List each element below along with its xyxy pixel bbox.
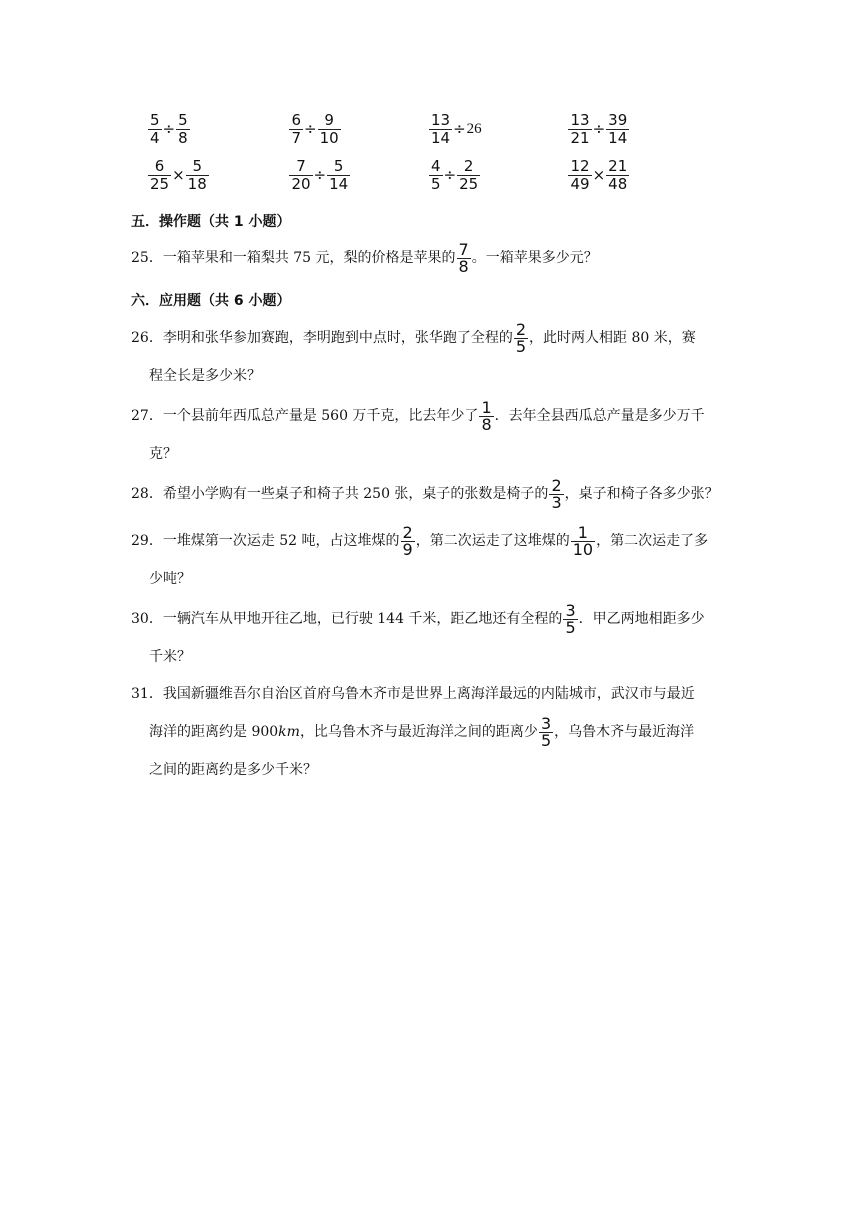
operator: ÷	[592, 120, 606, 138]
numerator: 7	[458, 239, 469, 259]
question-line: 31．我国新疆维吾尔自治区首府乌鲁木齐市是世界上离海洋最远的内陆城市，武汉市与最近	[131, 686, 695, 702]
question-text: 海洋的距离约是 900	[149, 724, 279, 740]
expression-row	[148, 106, 708, 152]
operator: ÷	[304, 120, 317, 138]
numerator: 2	[551, 475, 562, 495]
numerator: 5	[333, 156, 344, 175]
numerator: 13	[570, 110, 590, 129]
expression	[148, 158, 289, 193]
question-text: 29．一堆煤第一次运走 52 吨，占这堆煤的	[131, 533, 400, 549]
question-text: ，比乌鲁木齐与最近海洋之间的距离少	[299, 724, 538, 740]
numerator: 1	[577, 522, 588, 542]
numerator: 2	[463, 156, 474, 175]
question-text: 26．李明和张华参加赛跑，李明跑到中点时，张华跑了全程的	[131, 330, 513, 346]
question-27	[131, 397, 731, 473]
denominator: 5	[515, 336, 527, 356]
numerator: 5	[150, 110, 160, 129]
fraction-expressions	[148, 106, 708, 198]
numerator: 2	[402, 522, 413, 542]
question-text: ，此时两人相距 80 米，赛	[529, 330, 696, 346]
question-text: ，第二次运走了这堆煤的	[415, 533, 570, 549]
denominator: 9	[402, 539, 413, 559]
expression	[429, 158, 569, 193]
numerator: 9	[324, 110, 334, 129]
fraction	[568, 112, 591, 147]
numerator: 2	[515, 319, 527, 339]
expression	[429, 112, 569, 147]
operator: ×	[172, 166, 185, 184]
integer: 26	[466, 120, 482, 137]
question-text: 30．一辆汽车从甲地开往乙地，已行驶 144 千米，距乙地还有全程的	[131, 611, 563, 627]
question-29	[131, 522, 731, 598]
fraction	[539, 713, 553, 750]
fraction	[176, 112, 190, 147]
operator: ÷	[313, 166, 327, 184]
section-heading: 五．操作题（共 1 小题）	[131, 214, 291, 230]
denominator: 5	[430, 174, 441, 193]
question-text: 。一箱苹果多少元？	[471, 250, 598, 266]
numerator: 21	[608, 156, 628, 175]
expression-row	[148, 152, 708, 198]
fraction	[289, 158, 312, 193]
denominator: 5	[565, 617, 576, 637]
denominator: 10	[319, 128, 339, 147]
numerator: 39	[608, 110, 628, 129]
question-text: ．去年全县西瓜总产量是多少万千	[494, 408, 705, 424]
question-line	[131, 397, 731, 435]
fraction	[514, 319, 528, 356]
question-text: 28．希望小学购有一些桌子和椅子共 250 张，桌子的张数是椅子的	[131, 486, 549, 502]
denominator: 25	[150, 174, 170, 193]
question-30	[131, 600, 731, 676]
expression	[289, 112, 429, 147]
question-line	[131, 713, 731, 751]
fraction	[571, 522, 595, 559]
question-28	[131, 475, 731, 513]
denominator: 5	[540, 730, 552, 750]
denominator: 8	[178, 128, 188, 147]
numerator: 5	[178, 110, 188, 129]
fraction	[401, 522, 415, 559]
fraction	[479, 397, 493, 434]
question-26	[131, 319, 731, 395]
fraction	[318, 112, 341, 147]
question-text: ．甲乙两地相距多少	[578, 611, 705, 627]
fraction	[606, 112, 629, 147]
denominator: 4	[150, 128, 160, 147]
question-text: 25．一箱苹果和一箱梨共 75 元，梨的价格是苹果的	[131, 250, 456, 266]
denominator: 14	[430, 128, 451, 147]
expression	[289, 158, 429, 193]
question-line: 之间的距离约是多少千米？	[149, 762, 317, 778]
denominator: 14	[608, 128, 628, 147]
operator: ÷	[443, 166, 457, 184]
numerator: 7	[296, 156, 306, 175]
question-line: 克？	[149, 446, 177, 462]
fraction	[429, 158, 443, 193]
question-text: ，第二次运走了多	[596, 533, 709, 549]
denominator: 8	[481, 414, 492, 434]
numerator: 12	[570, 156, 590, 175]
expression	[568, 112, 708, 147]
fraction	[148, 112, 162, 147]
denominator: 18	[187, 174, 207, 193]
denominator: 14	[329, 174, 349, 193]
fraction	[186, 158, 209, 193]
question-line: 千米？	[149, 649, 191, 665]
fraction	[429, 112, 452, 147]
denominator: 48	[608, 174, 628, 193]
numerator: 5	[192, 156, 202, 175]
question-line	[131, 319, 731, 357]
denominator: 8	[458, 256, 469, 276]
operator: ÷	[453, 120, 466, 138]
denominator: 7	[291, 128, 301, 147]
numerator: 1	[481, 397, 492, 417]
operator: ÷	[162, 120, 176, 138]
numerator: 6	[291, 110, 301, 129]
fraction	[327, 158, 350, 193]
denominator: 20	[291, 174, 311, 193]
fraction	[568, 158, 591, 193]
numerator: 3	[565, 600, 576, 620]
question-line: 程全长是多少米？	[149, 368, 261, 384]
fraction	[148, 158, 171, 193]
section-heading: 六．应用题（共 6 小题）	[131, 293, 291, 309]
numerator: 6	[154, 156, 165, 175]
fraction	[563, 600, 577, 637]
denominator: 21	[570, 128, 590, 147]
operator: ×	[592, 166, 606, 184]
question-line	[131, 475, 731, 513]
question-25	[131, 239, 731, 277]
question-line	[131, 522, 731, 560]
question-line: 少吨？	[149, 571, 191, 587]
expression	[148, 112, 289, 147]
numerator: 13	[430, 110, 451, 129]
expression	[568, 158, 708, 193]
denominator: 3	[551, 492, 562, 512]
fraction	[549, 475, 563, 512]
question-line	[131, 239, 731, 277]
question-text: 27．一个县前年西瓜总产量是 560 万千克，比去年少了	[131, 408, 479, 424]
numerator: 4	[430, 156, 441, 175]
numerator: 3	[540, 713, 552, 733]
fraction	[289, 112, 303, 147]
question-line	[131, 600, 731, 638]
fraction	[606, 158, 629, 193]
fraction	[457, 239, 471, 276]
question-31	[131, 675, 731, 789]
question-text: ，桌子和椅子各多少张？	[564, 486, 719, 502]
denominator: 25	[459, 174, 479, 193]
denominator: 10	[572, 539, 594, 559]
unit-text: km	[278, 724, 300, 740]
fraction	[457, 158, 480, 193]
denominator: 49	[570, 174, 590, 193]
question-text: ，乌鲁木齐与最近海洋	[554, 724, 695, 740]
